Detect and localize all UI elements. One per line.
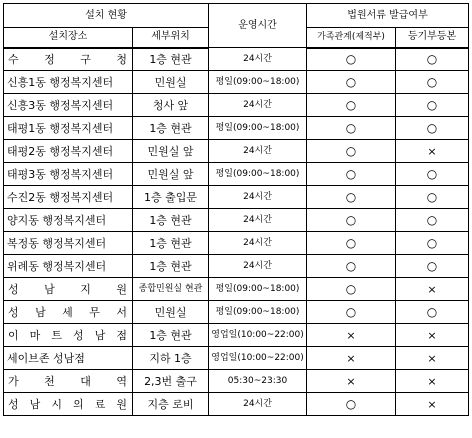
install-place: 양지동 행정복지센터 bbox=[4, 209, 133, 232]
registry-mark: × bbox=[396, 278, 469, 301]
detail-location: 민원실 앞 bbox=[133, 140, 209, 163]
detail-location: 1층 현관 bbox=[133, 324, 209, 347]
install-place: 위례동 행정복지센터 bbox=[4, 255, 133, 278]
detail-location: 민원실 bbox=[133, 301, 209, 324]
registry-mark: ○ bbox=[396, 301, 469, 324]
family-relation-mark: ○ bbox=[307, 186, 396, 209]
registry-mark: ○ bbox=[396, 71, 469, 94]
install-place: 성 남 지 원 bbox=[4, 278, 133, 301]
detail-location: 청사 앞 bbox=[133, 94, 209, 117]
family-relation-mark: ○ bbox=[307, 48, 396, 71]
registry-mark: × bbox=[396, 393, 469, 416]
operation-hours: 24시간 bbox=[209, 393, 307, 416]
table-row bbox=[4, 232, 469, 255]
install-place: 복정동 행정복지센터 bbox=[4, 232, 133, 255]
registry-mark: ○ bbox=[396, 163, 469, 186]
install-place: 수 정 구 청 bbox=[4, 48, 133, 71]
registry-mark: × bbox=[396, 370, 469, 393]
header-family-relation: 가족관계(제적부) bbox=[307, 28, 396, 48]
table-row bbox=[4, 48, 469, 71]
header-operation-time: 운영시간 bbox=[209, 4, 307, 48]
install-place: 태평1동 행정복지센터 bbox=[4, 117, 133, 140]
table-row bbox=[4, 209, 469, 232]
registry-mark: × bbox=[396, 324, 469, 347]
detail-location: 1층 현관 bbox=[133, 232, 209, 255]
operation-hours: 24시간 bbox=[209, 186, 307, 209]
detail-location: 1층 현관 bbox=[133, 48, 209, 71]
install-place: 세이브존 성남점 bbox=[4, 347, 133, 370]
operation-hours: 24시간 bbox=[209, 94, 307, 117]
operation-hours: 평일(09:00~18:00) bbox=[209, 163, 307, 186]
header-registry: 등기부등본 bbox=[396, 28, 469, 48]
family-relation-mark: ○ bbox=[307, 393, 396, 416]
operation-hours: 영업일(10:00~22:00) bbox=[209, 347, 307, 370]
operation-hours: 24시간 bbox=[209, 209, 307, 232]
install-place: 태평3동 행정복지센터 bbox=[4, 163, 133, 186]
table-row bbox=[4, 393, 469, 416]
registry-mark: × bbox=[396, 140, 469, 163]
install-place: 신흥1동 행정복지센터 bbox=[4, 71, 133, 94]
registry-mark: ○ bbox=[396, 117, 469, 140]
operation-hours: 24시간 bbox=[209, 255, 307, 278]
install-place: 신흥3동 행정복지센터 bbox=[4, 94, 133, 117]
table-row bbox=[4, 71, 469, 94]
detail-location: 종합민원실 현관 bbox=[133, 278, 209, 301]
detail-location: 지하 1층 bbox=[133, 347, 209, 370]
table-row bbox=[4, 94, 469, 117]
table-row bbox=[4, 370, 469, 393]
registry-mark: ○ bbox=[396, 48, 469, 71]
table-row bbox=[4, 117, 469, 140]
operation-hours: 05:30~23:30 bbox=[209, 370, 307, 393]
registry-mark: × bbox=[396, 347, 469, 370]
table-row bbox=[4, 324, 469, 347]
family-relation-mark: ○ bbox=[307, 232, 396, 255]
registry-mark: ○ bbox=[396, 209, 469, 232]
operation-hours: 평일(09:00~18:00) bbox=[209, 301, 307, 324]
detail-location: 2,3번 출구 bbox=[133, 370, 209, 393]
install-place: 이 마 트 성 남 점 bbox=[4, 324, 133, 347]
registry-mark: ○ bbox=[396, 255, 469, 278]
install-place: 성 남 세 무 서 bbox=[4, 301, 133, 324]
detail-location: 1층 현관 bbox=[133, 255, 209, 278]
operation-hours: 24시간 bbox=[209, 48, 307, 71]
header-detail-location: 세부위치 bbox=[133, 28, 209, 48]
table-row bbox=[4, 163, 469, 186]
family-relation-mark: ○ bbox=[307, 301, 396, 324]
family-relation-mark: ○ bbox=[307, 255, 396, 278]
install-place: 태평2동 행정복지센터 bbox=[4, 140, 133, 163]
family-relation-mark: ○ bbox=[307, 278, 396, 301]
registry-mark: ○ bbox=[396, 232, 469, 255]
detail-location: 1층 현관 bbox=[133, 209, 209, 232]
registry-mark: ○ bbox=[396, 94, 469, 117]
operation-hours: 평일(09:00~18:00) bbox=[209, 71, 307, 94]
header-court-docs: 법원서류 발급여부 bbox=[307, 4, 469, 28]
operation-hours: 24시간 bbox=[209, 232, 307, 255]
family-relation-mark: ○ bbox=[307, 94, 396, 117]
family-relation-mark: ○ bbox=[307, 117, 396, 140]
detail-location: 1층 현관 bbox=[133, 117, 209, 140]
install-place: 가 천 대 역 bbox=[4, 370, 133, 393]
family-relation-mark: ○ bbox=[307, 140, 396, 163]
operation-hours: 평일(09:00~18:00) bbox=[209, 117, 307, 140]
detail-location: 민원실 bbox=[133, 71, 209, 94]
table-row bbox=[4, 186, 469, 209]
header-install-place: 설치장소 bbox=[4, 28, 133, 48]
kiosk-table-container bbox=[3, 3, 469, 416]
family-relation-mark: ○ bbox=[307, 163, 396, 186]
detail-location: 민원실 앞 bbox=[133, 163, 209, 186]
detail-location: 지층 로비 bbox=[133, 393, 209, 416]
operation-hours: 영업일(10:00~22:00) bbox=[209, 324, 307, 347]
operation-hours: 24시간 bbox=[209, 140, 307, 163]
detail-location: 1층 출입문 bbox=[133, 186, 209, 209]
family-relation-mark: × bbox=[307, 370, 396, 393]
install-place: 성 남 시 의 료 원 bbox=[4, 393, 133, 416]
table-row bbox=[4, 347, 469, 370]
kiosk-location-table bbox=[3, 3, 469, 416]
family-relation-mark: ○ bbox=[307, 71, 396, 94]
operation-hours: 평일(09:00~18:00) bbox=[209, 278, 307, 301]
install-place: 수진2동 행정복지센터 bbox=[4, 186, 133, 209]
family-relation-mark: × bbox=[307, 324, 396, 347]
family-relation-mark: ○ bbox=[307, 209, 396, 232]
table-row bbox=[4, 301, 469, 324]
table-row bbox=[4, 278, 469, 301]
table-row bbox=[4, 255, 469, 278]
family-relation-mark: × bbox=[307, 347, 396, 370]
header-install-status: 설치 현황 bbox=[4, 4, 209, 28]
table-row bbox=[4, 140, 469, 163]
registry-mark: ○ bbox=[396, 186, 469, 209]
